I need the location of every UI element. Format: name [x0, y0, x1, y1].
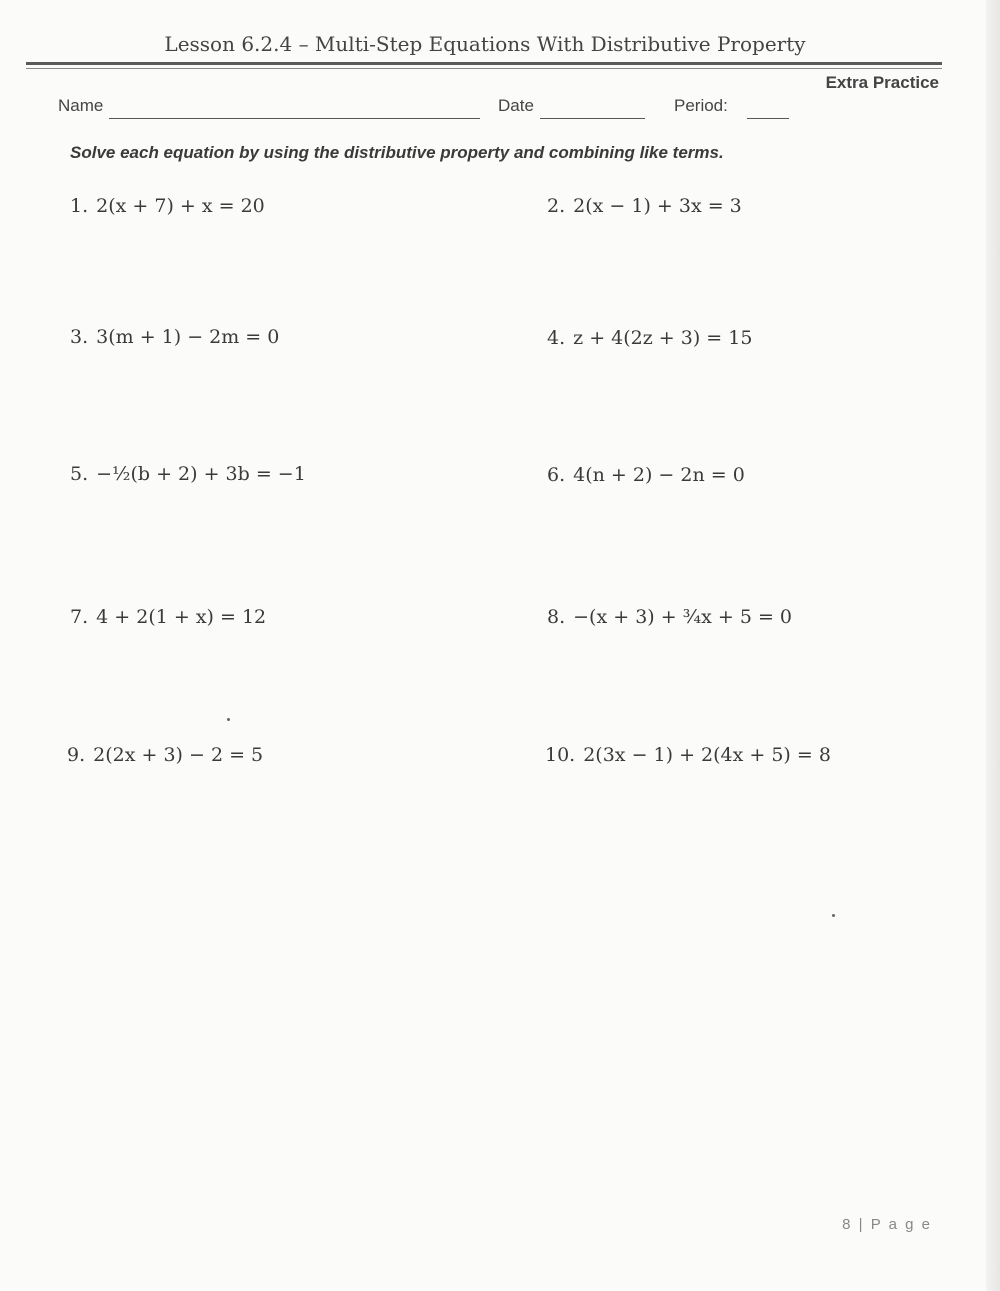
period-blank[interactable] — [747, 118, 789, 119]
problem-5 — [70, 463, 306, 485]
problem-number: 2. — [547, 195, 566, 217]
problem-number: 7. — [70, 606, 89, 628]
date-label: Date — [498, 96, 534, 115]
problem-9 — [67, 744, 263, 766]
problem-equation: 2(x + 7) + x = 20 — [96, 195, 265, 217]
scan-speck — [832, 914, 835, 917]
problem-4 — [547, 327, 752, 349]
problem-equation: 2(x − 1) + 3x = 3 — [573, 195, 742, 217]
problem-6 — [547, 464, 745, 486]
period-label: Period: — [674, 96, 728, 115]
problem-8 — [547, 606, 792, 628]
problem-equation: 3(m + 1) − 2m = 0 — [96, 326, 280, 348]
problem-equation: 4 + 2(1 + x) = 12 — [96, 606, 267, 628]
problem-number: 3. — [70, 326, 89, 348]
header-rule-thin — [26, 68, 942, 69]
scan-edge — [986, 0, 1000, 1291]
problem-2 — [547, 195, 742, 217]
scan-speck — [227, 718, 230, 721]
problem-number: 6. — [547, 464, 566, 486]
lesson-title: Lesson 6.2.4 – Multi-Step Equations With Distributive Property — [164, 32, 806, 56]
problem-number: 5. — [70, 463, 89, 485]
problem-equation: 4(n + 2) − 2n = 0 — [573, 464, 745, 486]
page-number: 8 | P a g e — [842, 1216, 932, 1233]
problem-1 — [70, 195, 265, 217]
problem-equation: −(x + 3) + ¾x + 5 = 0 — [573, 606, 792, 628]
problem-number: 8. — [547, 606, 566, 628]
name-blank[interactable] — [109, 118, 480, 119]
extra-practice-tag: Extra Practice — [825, 73, 939, 92]
header-rule-thick — [26, 62, 942, 65]
problem-number: 9. — [67, 744, 86, 766]
problem-number: 4. — [547, 327, 566, 349]
problem-number: 1. — [70, 195, 89, 217]
problem-equation: −½(b + 2) + 3b = −1 — [96, 463, 306, 485]
problem-number: 10. — [545, 744, 576, 766]
problem-equation: 2(2x + 3) − 2 = 5 — [93, 744, 264, 766]
problem-3 — [70, 326, 279, 348]
problem-equation: z + 4(2z + 3) = 15 — [573, 327, 753, 349]
date-blank[interactable] — [540, 118, 645, 119]
name-label: Name — [58, 96, 104, 115]
problem-10 — [545, 744, 831, 766]
instructions: Solve each equation by using the distributive property and combining like terms. — [70, 143, 724, 162]
problem-7 — [70, 606, 266, 628]
problem-equation: 2(3x − 1) + 2(4x + 5) = 8 — [583, 744, 831, 766]
